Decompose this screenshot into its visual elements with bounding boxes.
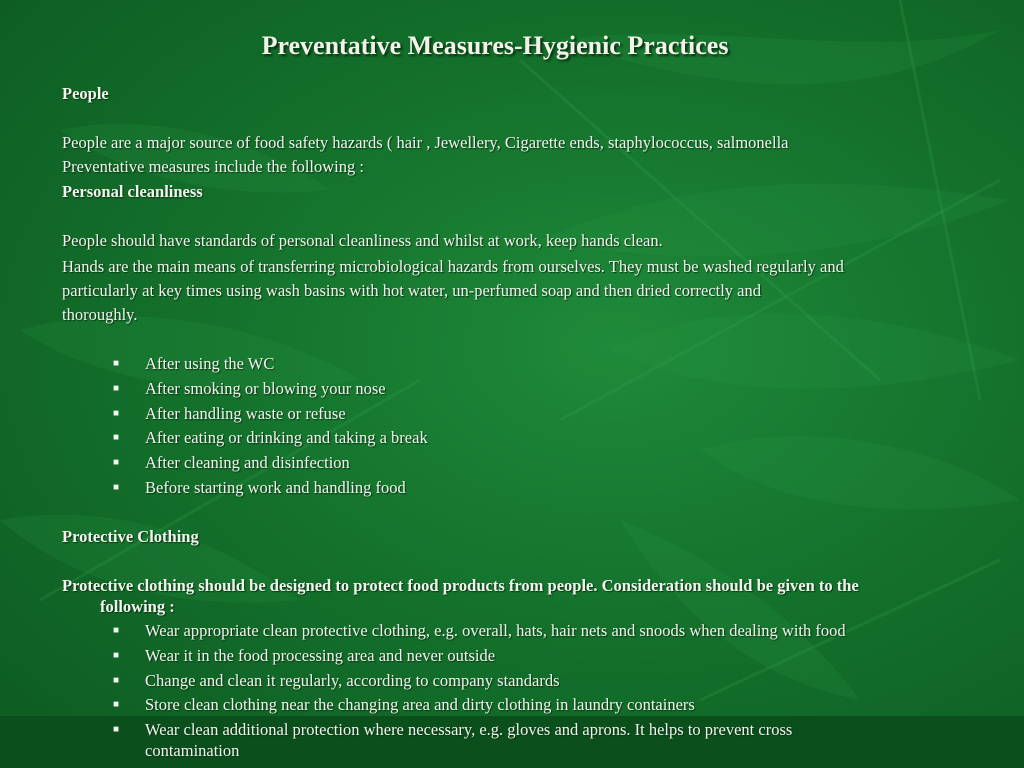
people-heading: People xyxy=(62,84,109,103)
bullet-icon: ■ xyxy=(113,457,120,468)
bullet-icon: ■ xyxy=(113,358,120,369)
list-item-continuation: contamination xyxy=(145,741,240,760)
protective-clothing-heading: Protective Clothing xyxy=(62,527,199,546)
list-item: After handling waste or refuse xyxy=(145,404,346,423)
clothing-intro-line: Protective clothing should be designed to protect food products from people. Consideration should be given to the xyxy=(62,576,859,595)
personal-text-line: Hands are the main means of transferring microbiological hazards from ourselves. They must be washed regularly and xyxy=(62,257,844,276)
bullet-icon: ■ xyxy=(113,432,120,443)
list-item: After using the WC xyxy=(145,354,275,373)
personal-cleanliness-heading: Personal cleanliness xyxy=(62,182,203,201)
bullet-icon: ■ xyxy=(113,650,120,661)
bullet-icon: ■ xyxy=(113,699,120,710)
bullet-icon: ■ xyxy=(113,408,120,419)
list-item: After cleaning and disinfection xyxy=(145,453,350,472)
list-item: Store clean clothing near the changing area and dirty clothing in laundry containers xyxy=(145,695,695,714)
bullet-icon: ■ xyxy=(113,482,120,493)
personal-text-line: particularly at key times using wash basins with hot water, un-perfumed soap and then dried correctly and xyxy=(62,281,762,300)
bullet-icon: ■ xyxy=(113,625,120,636)
list-item: Change and clean it regularly, according to company standards xyxy=(145,671,560,690)
bullet-icon: ■ xyxy=(113,724,120,735)
list-item: Wear clean additional protection where necessary, e.g. gloves and aprons. It helps to prevent cross xyxy=(145,720,793,739)
bullet-icon: ■ xyxy=(113,675,120,686)
clothing-intro-line: following : xyxy=(100,597,175,616)
people-text-line: People are a major source of food safety hazards ( hair , Jewellery, Cigarette ends, staphylococcus, salmonella xyxy=(62,133,789,152)
list-item: Before starting work and handling food xyxy=(145,478,406,497)
personal-text-line: People should have standards of personal cleanliness and whilst at work, keep hands clean. xyxy=(62,231,663,250)
list-item: After smoking or blowing your nose xyxy=(145,379,386,398)
bullet-icon: ■ xyxy=(113,383,120,394)
personal-text-line: thoroughly. xyxy=(62,305,138,324)
list-item: Wear appropriate clean protective clothing, e.g. overall, hats, hair nets and snoods when dealing with food xyxy=(145,621,846,640)
list-item: After eating or drinking and taking a break xyxy=(145,428,428,447)
list-item: Wear it in the food processing area and never outside xyxy=(145,646,496,665)
slide-title: Preventative Measures-Hygienic Practices xyxy=(261,31,729,60)
people-text-line: Preventative measures include the following : xyxy=(62,157,364,176)
